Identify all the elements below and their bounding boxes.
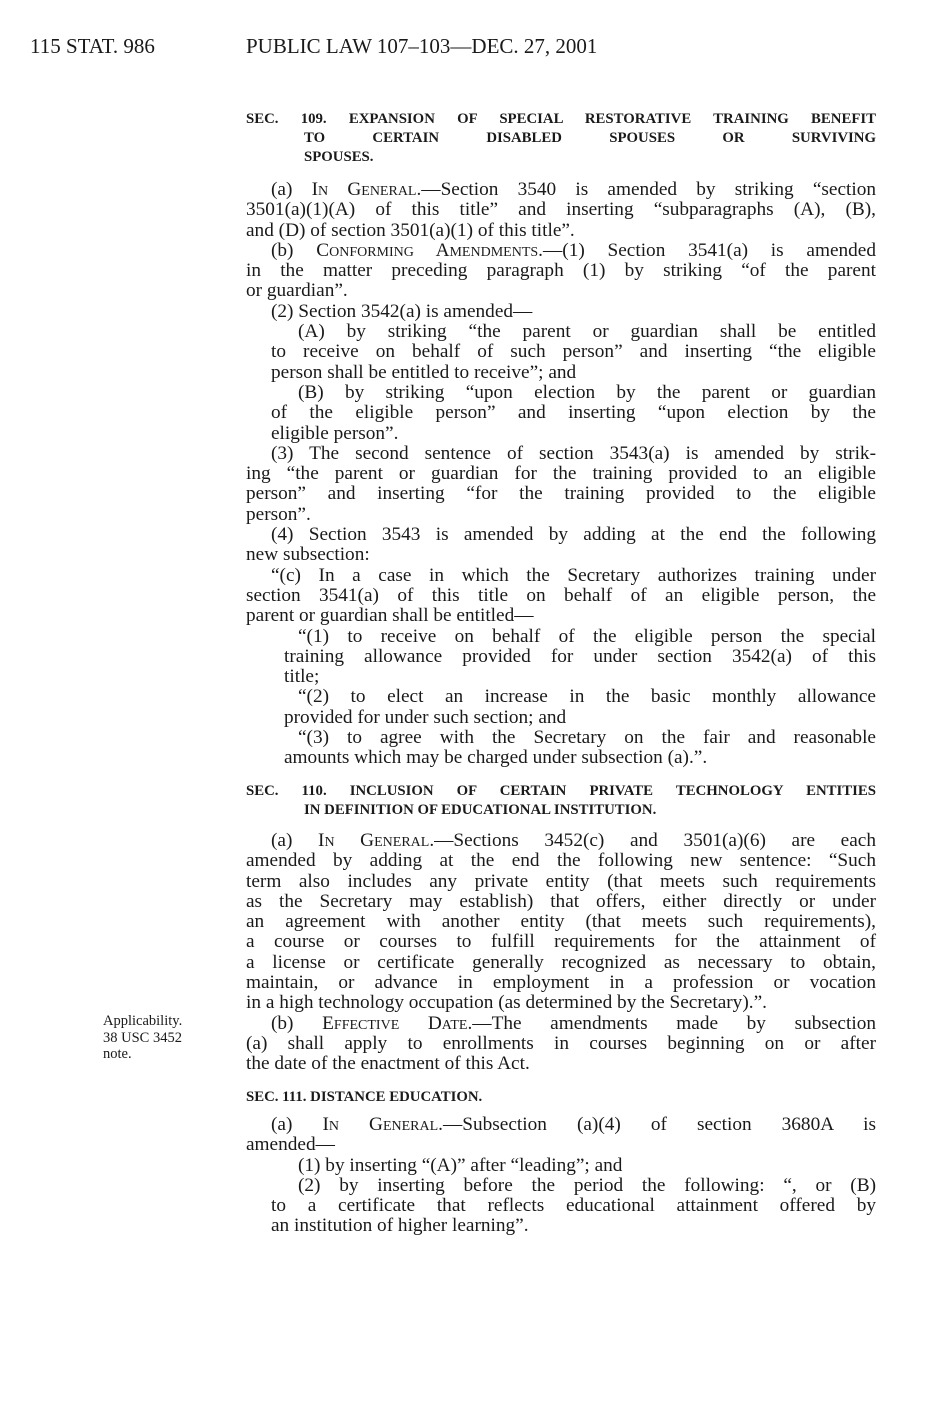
paragraph <box>246 566 876 627</box>
section-109 <box>246 110 876 769</box>
text-line: amended by adding at the end the following new sentence: “Such <box>246 850 876 872</box>
running-header: PUBLIC LAW 107–103—DEC. 27, 2001 <box>246 34 598 58</box>
text-line: (4) Section 3543 is amended by adding at the end the following <box>271 524 876 546</box>
section-111 <box>246 1088 876 1237</box>
line-text: .—Section 3540 is amended by striking “section <box>416 179 876 200</box>
paragraph-heading: In General <box>311 179 417 200</box>
heading-line: SPOUSES. <box>304 149 374 165</box>
margin-note-line: note. <box>103 1046 132 1062</box>
text-line: as the Secretary may establish) that offers, either directly or under <box>246 890 876 912</box>
text-line: term also includes any private entity (that meets such requirements <box>246 870 876 892</box>
text-line: in the matter preceding paragraph (1) by striking “of the parent <box>246 260 876 282</box>
section-heading <box>246 110 876 167</box>
paragraph-designator: (a) <box>271 179 312 200</box>
margin-note-line: Applicability. <box>103 1013 183 1029</box>
paragraph-designator: (b) <box>271 239 317 261</box>
text-line: amended— <box>246 1134 335 1156</box>
text-line: to receive on behalf of such person” and inserting “the eligible <box>271 341 876 363</box>
heading-line: SEC. 111. DISTANCE EDUCATION. <box>246 1089 483 1105</box>
text-line: and (D) of section 3501(a)(1) of this title”. <box>246 219 575 241</box>
text-line: (2) by inserting before the period the following: “, or (B) <box>298 1174 876 1196</box>
paragraph <box>246 383 876 444</box>
text-line: person” and inserting “for the training provided to the eligible <box>246 483 876 505</box>
paragraph <box>246 302 876 322</box>
paragraph <box>246 241 876 302</box>
text-line <box>246 241 876 261</box>
text-line: 3501(a)(1)(A) of this title” and inserting “subparagraphs (A), (B), <box>246 199 876 221</box>
margin-note-line: 38 USC 3452 <box>103 1029 182 1046</box>
text-line: a course or courses to fulfill requirements for the attainment of <box>246 931 876 953</box>
paragraph-heading: In General <box>322 1114 439 1135</box>
text-line: training allowance provided for under section 3542(a) of this <box>284 645 876 667</box>
paragraph <box>246 1014 876 1075</box>
paragraph <box>246 1115 876 1156</box>
text-line <box>246 1014 876 1034</box>
text-line: (1) by inserting “(A)” after “leading”; and <box>298 1154 623 1176</box>
text-line: (2) Section 3542(a) is amended— <box>271 300 533 322</box>
text-line <box>246 1115 876 1135</box>
line-text: .—(1) Section 3541(a) is amended <box>538 239 876 261</box>
text-line: parent or guardian shall be entitled— <box>246 605 534 627</box>
text-line <box>246 180 876 200</box>
text-line: person shall be entitled to receive”; and <box>271 361 577 383</box>
text-line: in a high technology occupation (as determined by the Secretary).”. <box>246 992 767 1014</box>
text-line <box>246 831 876 851</box>
section-heading <box>246 1088 876 1107</box>
text-line: (a) shall apply to enrollments in courses beginning on or after <box>246 1032 876 1054</box>
paragraph-heading: Effective Date <box>322 1012 468 1034</box>
text-line: provided for under such section; and <box>284 706 567 728</box>
text-line: “(3) to agree with the Secretary on the fair and reasonable <box>298 727 876 749</box>
line-text: .—The amendments made by subsection <box>467 1012 876 1034</box>
paragraph <box>246 728 876 769</box>
text-line: to a certificate that reflects educational attainment offered by <box>271 1195 876 1217</box>
page-stat-reference: 115 STAT. 986 <box>30 34 155 58</box>
text-line: or guardian”. <box>246 280 348 302</box>
text-line: amounts which may be charged under subsection (a).”. <box>284 747 708 769</box>
paragraph-designator: (b) <box>271 1012 323 1034</box>
text-line: maintain, or advance in employment in a profession or vocation <box>246 972 876 994</box>
paragraph-heading: Conforming Amendments <box>316 239 539 261</box>
section-110 <box>246 782 876 1075</box>
paragraph <box>246 687 876 728</box>
text-line: an institution of higher learning”. <box>271 1215 529 1237</box>
text-line: (A) by striking “the parent or guardian shall be entitled <box>298 321 876 343</box>
text-line: the date of the enactment of this Act. <box>246 1053 530 1075</box>
paragraph-designator: (a) <box>271 1114 323 1135</box>
text-line: “(2) to elect an increase in the basic monthly allowance <box>298 686 876 708</box>
text-line: a license or certificate generally recognized as necessary to obtain, <box>246 951 876 973</box>
paragraph <box>246 1176 876 1237</box>
paragraph <box>246 525 876 566</box>
line-text: .—Sections 3452(c) and 3501(a)(6) are each <box>429 830 876 851</box>
heading-line: SEC. 109. EXPANSION OF SPECIAL RESTORATIVE TRAINING BENEFIT <box>246 111 876 127</box>
heading-line: TO CERTAIN DISABLED SPOUSES OR SURVIVING <box>304 130 876 146</box>
margin-note <box>103 1013 182 1063</box>
text-line: person”. <box>246 503 311 525</box>
text-line: “(c) In a case in which the Secretary authorizes training under <box>271 564 876 586</box>
text-line: of the eligible person” and inserting “upon election by the <box>271 402 876 424</box>
paragraph <box>246 831 876 1014</box>
paragraph <box>246 444 876 525</box>
text-line: “(1) to receive on behalf of the eligible person the special <box>298 625 876 647</box>
paragraph-designator: (a) <box>271 830 319 851</box>
text-line: new subsection: <box>246 544 370 566</box>
line-text: .—Subsection (a)(4) of section 3680A is <box>438 1114 876 1135</box>
paragraph <box>246 627 876 688</box>
paragraph <box>246 1156 876 1176</box>
section-heading <box>246 782 876 820</box>
paragraph <box>246 180 876 241</box>
text-line: eligible person”. <box>271 422 399 444</box>
text-line: (B) by striking “upon election by the parent or guardian <box>298 381 876 403</box>
text-line: section 3541(a) of this title on behalf of an eligible person, the <box>246 584 876 606</box>
heading-line: IN DEFINITION OF EDUCATIONAL INSTITUTION. <box>304 802 657 818</box>
text-line: an agreement with another entity (that meets such requirements), <box>246 911 876 933</box>
text-line: title; <box>284 666 320 688</box>
heading-line: SEC. 110. INCLUSION OF CERTAIN PRIVATE TECHNOLOGY ENTITIES <box>246 783 876 799</box>
paragraph-heading: In General <box>318 830 430 851</box>
text-line: (3) The second sentence of section 3543(a) is amended by strik- <box>271 442 876 464</box>
text-line: ing “the parent or guardian for the training provided to an eligible <box>246 463 876 485</box>
paragraph <box>246 322 876 383</box>
